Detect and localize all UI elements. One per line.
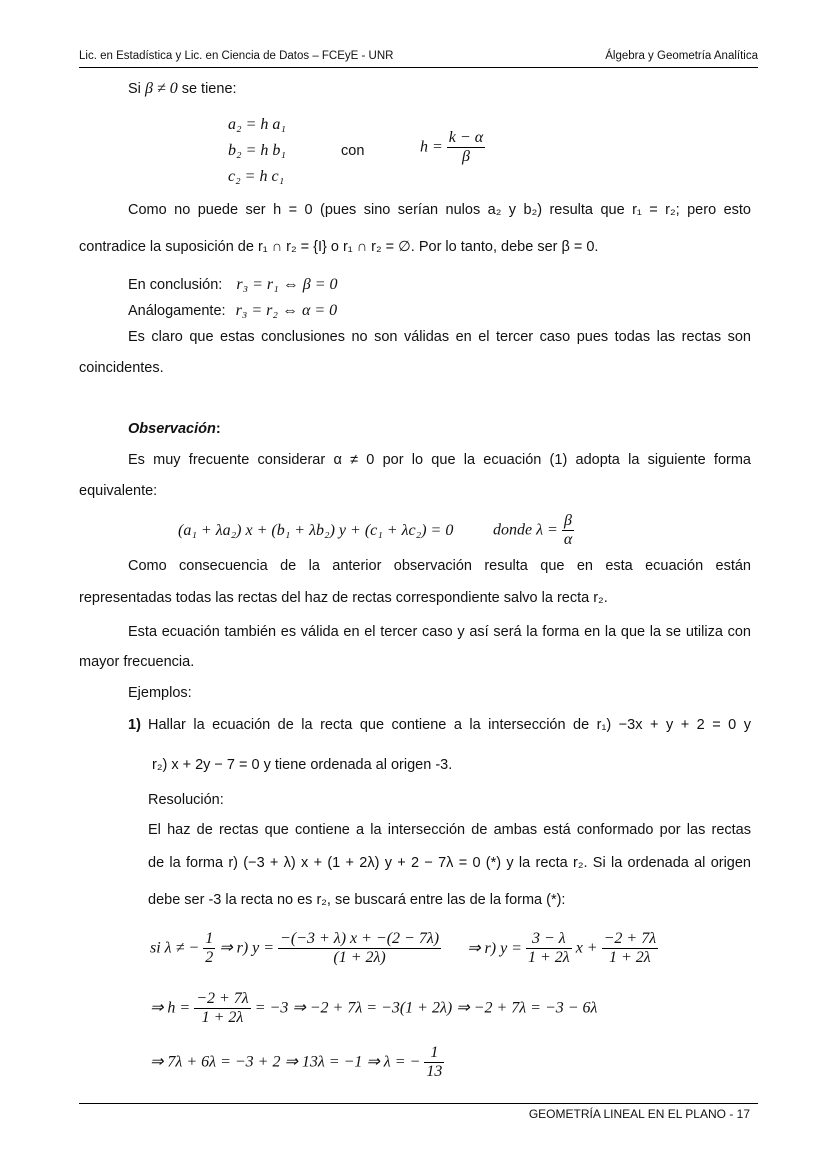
- math-line-1: [150, 930, 658, 968]
- main-equation: (a₁ + λa₂) x + (b₁ + λb₂) y + (c₁ + λc₂) = 0: [178, 522, 454, 539]
- m1-f3-den: 1 + 2λ: [527, 949, 570, 967]
- paragraph-5-line-2: mayor frecuencia.: [79, 654, 195, 670]
- m1-f1-num: 1: [203, 930, 215, 949]
- lambda-definition: [493, 512, 574, 550]
- m3-pre: ⇒ 7λ + 6λ = −3 + 2 ⇒ 13λ = −1 ⇒ λ = −: [150, 1053, 421, 1071]
- paragraph-5-line-1: Esta ecuación también es válida en el tercer caso y así será la forma en la que la se utiliza con: [128, 624, 751, 640]
- m2-f-den: 1 + 2λ: [201, 1009, 244, 1027]
- m2-pre: ⇒ h =: [150, 999, 191, 1017]
- si-beta-line: [128, 80, 237, 98]
- h-denominator: β: [461, 148, 470, 166]
- paragraph-1-line-2: contradice la suposición de r₁ ∩ r₂ = {I} o r₁ ∩ r₂ = ∅. Por lo tanto, debe ser β = 0.: [79, 239, 599, 255]
- m1-f2-num: −(−3 + λ) x + −(2 − 7λ): [278, 930, 441, 949]
- paragraph-3-line-2: equivalente:: [79, 483, 158, 499]
- observation-title: Observación: [128, 421, 216, 437]
- system-eq-c: c₂ = h c₁: [228, 168, 285, 185]
- h-fraction: [447, 129, 485, 167]
- m1-f4-den: 1 + 2λ: [609, 949, 651, 967]
- h-eq: h =: [420, 138, 443, 156]
- m1-fraction-1: [203, 930, 215, 968]
- h-definition: [420, 129, 485, 167]
- math-line-3: [150, 1044, 444, 1082]
- donde-lambda: donde λ =: [493, 521, 558, 539]
- m1-x-plus: x +: [575, 939, 598, 957]
- system-eq-a: a₂ = h a₁: [228, 116, 286, 133]
- m2-post: = −3 ⇒ −2 + 7λ = −3(1 + 2λ) ⇒ −2 + 7λ = −3 − 6λ: [254, 999, 598, 1017]
- lambda-numerator: β: [562, 512, 574, 531]
- m1-fraction-3: [526, 930, 572, 968]
- m3-fraction: [424, 1044, 444, 1082]
- lambda-fraction: [562, 512, 574, 550]
- m1-fraction-4: [602, 930, 659, 968]
- math-line-2: [150, 990, 597, 1028]
- observation-colon: :: [215, 421, 221, 437]
- paragraph-4-line-1: Como consecuencia de la anterior observación resulta que en esta ecuación están: [128, 558, 751, 574]
- conclusion-math: r₃ = r₁ ⇔ β = 0: [236, 276, 338, 293]
- lambda-denominator: α: [563, 531, 573, 549]
- paragraph-4-line-2: representadas todas las rectas del haz de rectas correspondiente salvo la recta r₂.: [79, 590, 608, 606]
- analog-label: Análogamente:: [128, 303, 226, 319]
- m1-arrow-2: ⇒ r) y =: [467, 939, 522, 957]
- example-1-line-2: r₂) x + 2y − 7 = 0 y tiene ordenada al origen -3.: [152, 757, 453, 773]
- m2-fraction: [194, 990, 251, 1028]
- resolution-line-2: de la forma r) (−3 + λ) x + (1 + 2λ) y + 2 − 7λ = 0 (*) y la recta r₂. Si la ordenada al origen: [148, 855, 751, 871]
- m3-f-den: 13: [426, 1063, 443, 1081]
- observation-heading: [128, 421, 221, 437]
- header-left: Lic. en Estadística y Lic. en Ciencia de Datos – FCEyE - UNR: [79, 50, 394, 62]
- m1-f2-den: (1 + 2λ): [333, 949, 386, 967]
- analog-math: r₃ = r₂ ⇔ α = 0: [235, 302, 338, 319]
- header-right: Álgebra y Geometría Analítica: [605, 50, 758, 62]
- paragraph-1-line-1: Como no puede ser h = 0 (pues sino serían nulos a₂ y b₂) resulta que r₁ = r₂; pero esto: [128, 202, 751, 218]
- footer-rule: [79, 1103, 758, 1104]
- resolution-line-1: El haz de rectas que contiene a la intersección de ambas está conformado por las rectas: [148, 822, 751, 838]
- m1-fraction-2: [278, 930, 441, 968]
- h-numerator: k − α: [447, 129, 485, 148]
- m3-f-num: 1: [424, 1044, 444, 1063]
- paragraph-2-line-2: coincidentes.: [79, 360, 164, 376]
- m1-arrow: ⇒ r) y =: [219, 939, 275, 957]
- analog-line: [128, 302, 337, 320]
- header-rule: [79, 67, 758, 68]
- system-eq-b: b₂ = h b₁: [228, 142, 286, 159]
- example-1-line-1: Hallar la ecuación de la recta que contiene a la intersección de r₁) −3x + y + 2 = 0 y: [148, 717, 751, 733]
- paragraph-2-line-1: Es claro que estas conclusiones no son válidas en el tercer caso pues todas las rectas son: [128, 329, 751, 345]
- m2-f-num: −2 + 7λ: [194, 990, 251, 1009]
- conclusion-line: [128, 276, 337, 294]
- examples-heading: Ejemplos:: [128, 685, 192, 701]
- m1-f1-den: 2: [205, 949, 214, 967]
- si-beta-math: β ≠ 0: [144, 80, 178, 97]
- resolution-heading: Resolución:: [148, 792, 224, 808]
- paragraph-3-line-1: Es muy frecuente considerar α ≠ 0 por lo que la ecuación (1) adopta la siguiente forma: [128, 452, 751, 468]
- resolution-line-3: debe ser -3 la recta no es r₂, se buscará entre las de la forma (*):: [148, 892, 566, 908]
- footer-text: GEOMETRÍA LINEAL EN EL PLANO - 17: [528, 1107, 750, 1121]
- example-1-number: 1): [128, 717, 141, 733]
- m1-f3-num: 3 − λ: [526, 930, 572, 949]
- si-beta-prefix: Si: [128, 81, 141, 97]
- m1-si: si λ ≠ −: [150, 939, 200, 957]
- conclusion-label: En conclusión:: [128, 277, 223, 293]
- con-label: con: [341, 143, 365, 159]
- si-beta-suffix: se tiene:: [181, 81, 237, 97]
- m1-f4-num: −2 + 7λ: [602, 930, 659, 949]
